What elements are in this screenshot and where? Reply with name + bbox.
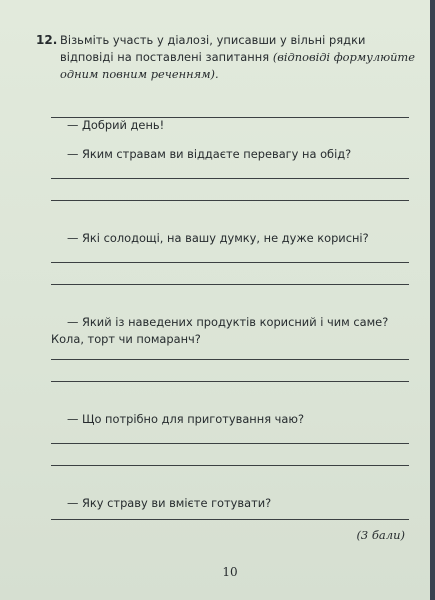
answer-line xyxy=(51,443,409,444)
question-4 xyxy=(51,314,411,348)
task-header xyxy=(36,32,415,83)
answer-line xyxy=(51,359,409,360)
answer-line xyxy=(51,519,409,520)
question-6-text: — Яку страву ви вмієте готувати? xyxy=(67,496,272,510)
question-1 xyxy=(51,117,411,134)
question-2 xyxy=(51,146,411,163)
question-5 xyxy=(51,411,411,428)
page-number: 10 xyxy=(222,565,238,579)
task-hint: (відповіді формулюйте одним повним реченням). xyxy=(60,50,415,81)
answer-line xyxy=(51,178,409,179)
question-5-text: — Що потрібно для приготування чаю? xyxy=(67,412,305,426)
question-6 xyxy=(51,495,411,512)
task-number: 12. xyxy=(36,33,58,47)
answer-line xyxy=(51,200,409,201)
question-4-text: — Який із наведених продуктів корисний і чим саме? Кола, торт чи помаранч? xyxy=(51,315,389,346)
answer-line xyxy=(51,284,409,285)
answer-line xyxy=(51,117,409,118)
question-3 xyxy=(51,230,411,247)
question-2-text: — Яким стравам ви віддаєте перевагу на обід? xyxy=(67,147,352,161)
question-3-text: — Які солодощі, на вашу думку, не дуже корисні? xyxy=(67,231,369,245)
answer-line xyxy=(51,465,409,466)
score-label: (3 бали) xyxy=(356,528,405,542)
question-1-text: — Добрий день! xyxy=(67,118,165,132)
answer-line xyxy=(51,262,409,263)
task-instruction: Візьміть участь у діалозі, уписавши у вільні рядки відповіді на поставлені запитання xyxy=(60,33,366,64)
answer-line xyxy=(51,381,409,382)
